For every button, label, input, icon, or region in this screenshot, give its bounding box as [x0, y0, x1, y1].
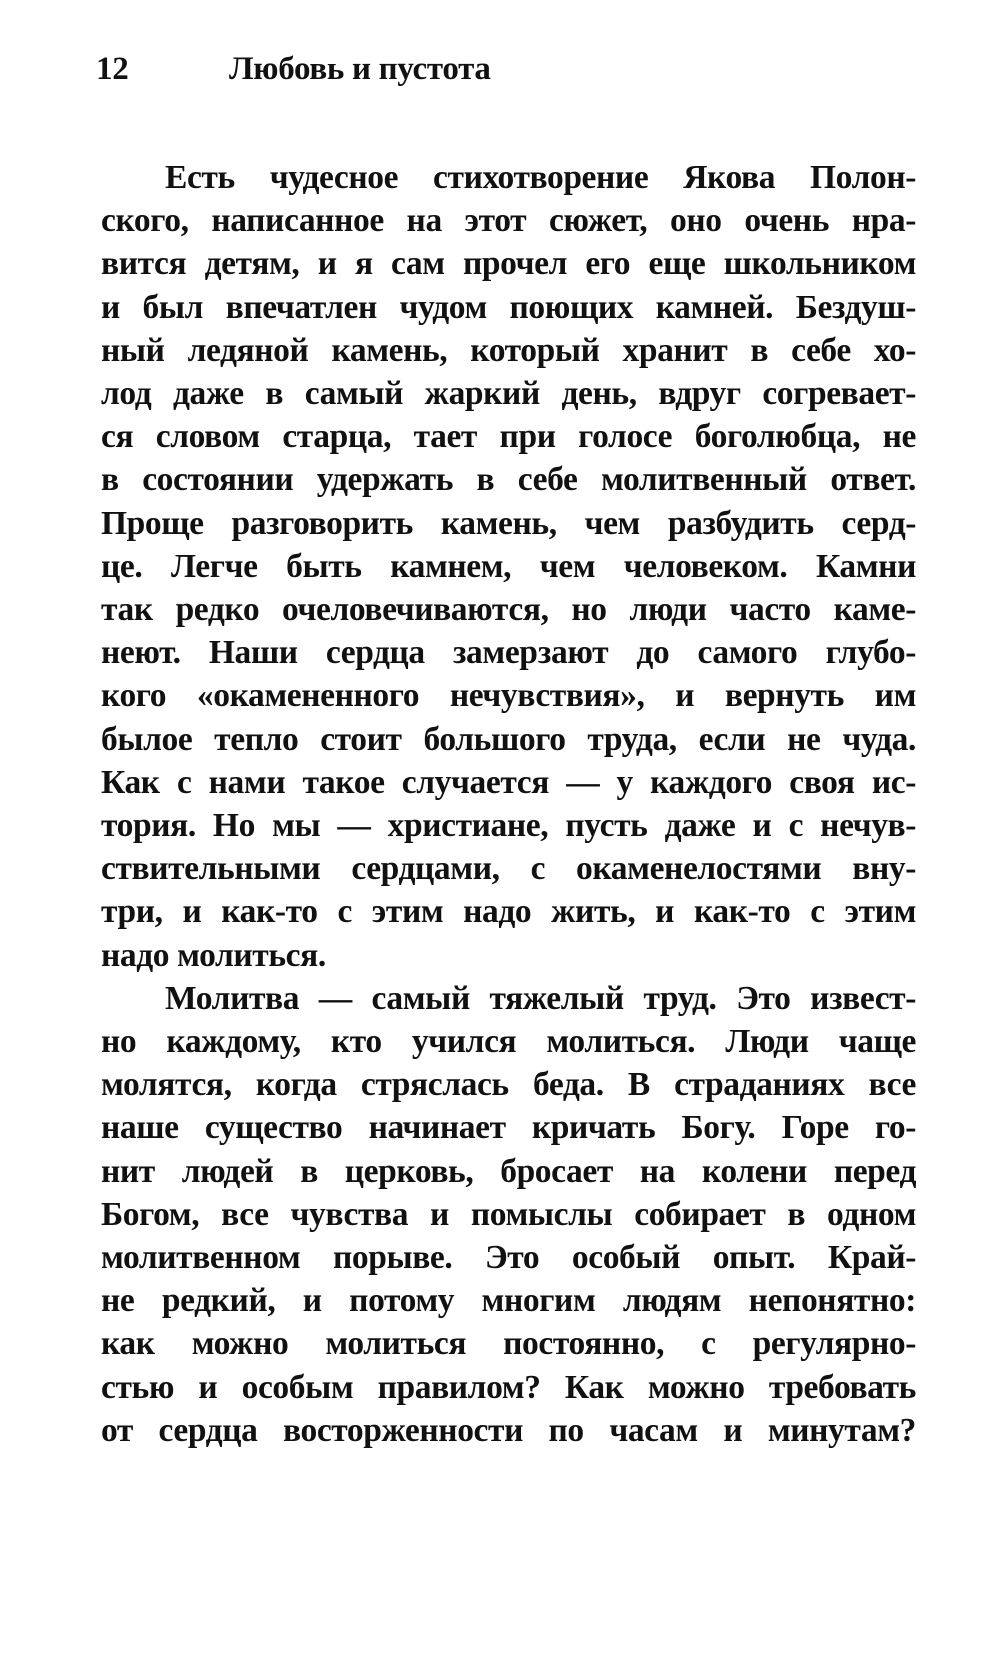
text-line: и был впечатлен чудом поющих камней. Бездуш-: [101, 288, 916, 326]
text-line: былое тепло стоит большого труда, если не чуда.: [101, 720, 916, 758]
text-line: в состоянии удержать в себе молитвенный ответ.: [101, 461, 916, 499]
text-line: от сердца восторженности по часам и минутам?: [101, 1411, 916, 1449]
text-line: ный ледяной камень, который хранит в себе хо-: [101, 331, 916, 369]
text-line: как можно молиться постоянно, с регулярно-: [101, 1325, 916, 1363]
text-line: не редкий, и потому многим людям непонятно:: [101, 1282, 916, 1320]
text-line: надо молиться.: [101, 936, 326, 974]
page-number: 12: [96, 51, 129, 87]
text-line: ского, написанное на этот сюжет, оно очень нра-: [101, 202, 916, 240]
text-line: стью и особым правилом? Как можно требовать: [101, 1368, 916, 1406]
text-line: молитвенном порыве. Это особый опыт. Край-: [101, 1239, 916, 1276]
text-line: три, и как-то с этим надо жить, и как-то с этим: [101, 893, 916, 931]
running-header: [96, 44, 916, 94]
text-line: ся словом старца, тает при голосе боголюбца, не: [101, 418, 916, 456]
text-line: вится детям, и я сам прочел его еще школьником: [101, 245, 916, 283]
text-line: но каждому, кто учился молиться. Люди чаще: [101, 1023, 916, 1060]
text-line: молятся, когда стряслась беда. В страданиях все: [101, 1066, 916, 1104]
text-line: наше существо начинает кричать Богу. Горе го-: [101, 1109, 916, 1147]
text-line: кого «окамененного нечувствия», и вернуть им: [101, 677, 916, 715]
text-line: так редко очеловечиваются, но люди часто каме-: [101, 591, 916, 628]
text-line: Есть чудесное стихотворение Якова Полон-: [165, 159, 916, 196]
text-line: Богом, все чувства и помыслы собирает в одном: [101, 1195, 916, 1233]
text-line: лод даже в самый жаркий день, вдруг согревает-: [101, 375, 916, 412]
text-line: Проще разговорить камень, чем разбудить серд-: [101, 504, 916, 542]
text-line: нит людей в церковь, бросает на колени перед: [101, 1152, 916, 1190]
text-line: неют. Наши сердца замерзают до самого глубо-: [101, 634, 916, 672]
text-line: це. Легче быть камнем, чем человеком. Камни: [101, 547, 916, 585]
book-title: Любовь и пустота: [229, 51, 491, 87]
text-line: тория. Но мы — христиане, пусть даже и с нечув-: [101, 807, 916, 844]
text-line: ствительными сердцами, с окаменелостями вну-: [101, 850, 916, 888]
text-line: Молитва — самый тяжелый труд. Это извест-: [165, 979, 916, 1017]
text-line: Как с нами такое случается — у каждого своя ис-: [101, 763, 916, 801]
